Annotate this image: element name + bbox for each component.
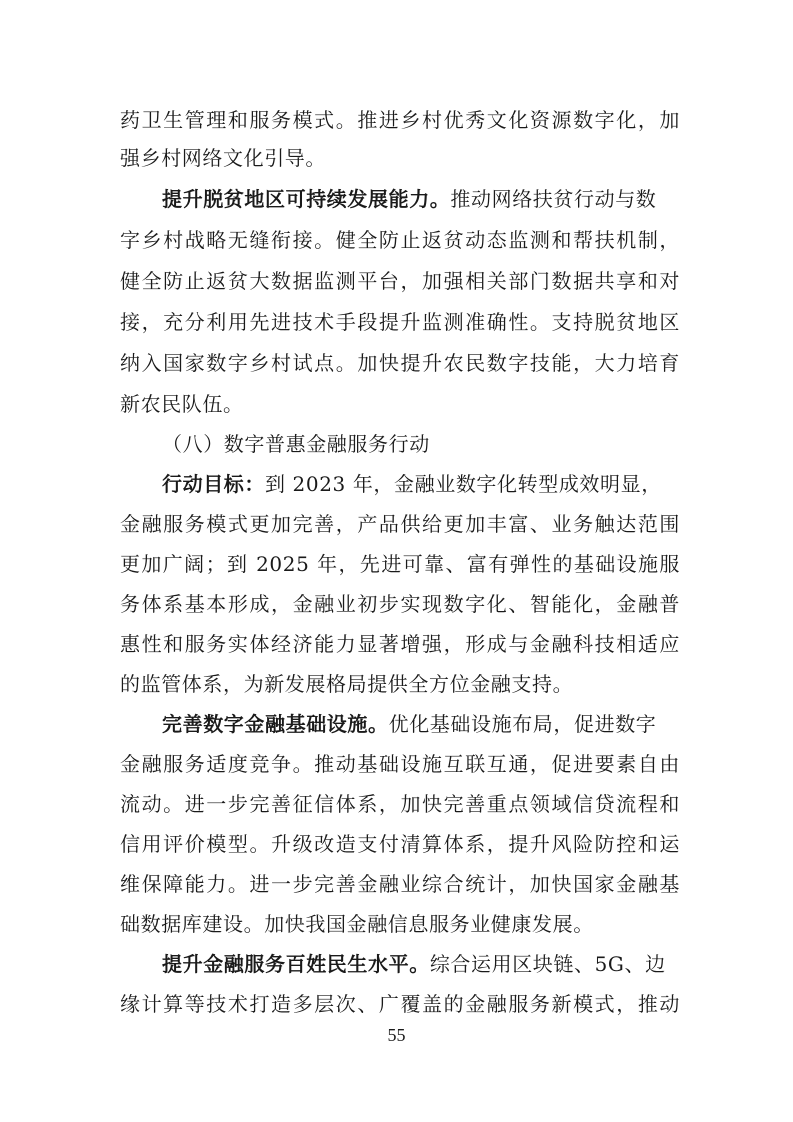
paragraph-heading: 完善数字金融基础设施。	[162, 712, 389, 736]
body-text-line: 础数据库建设。加快我国金融信息服务业健康发展。	[120, 912, 594, 936]
paragraph-heading: 行动目标：	[162, 472, 265, 496]
body-text-line: 流动。进一步完善征信体系，加快完善重点领域信贷流程和	[120, 792, 680, 816]
body-text: 到 2023 年，金融业数字化转型成效明显，	[265, 472, 662, 496]
paragraph-first-line	[162, 712, 680, 736]
body-text-line: 金融服务模式更加完善，产品供给更加丰富、业务触达范围	[120, 512, 680, 536]
body-text-line: 金融服务适度竞争。推动基础设施互联互通，促进要素自由	[120, 752, 680, 776]
paragraph-first-line	[162, 187, 680, 211]
section-title: （八）数字普惠金融服务行动	[162, 432, 430, 456]
body-text: 综合运用区块链、5G、边	[429, 952, 666, 976]
body-text-line: 更加广阔；到 2025 年，先进可靠、富有弹性的基础设施服	[120, 552, 680, 576]
body-text-line: 字乡村战略无缝衔接。健全防止返贫动态监测和帮扶机制，	[120, 228, 680, 252]
body-text-line: 信用评价模型。升级改造支付清算体系，提升风险防控和运	[120, 832, 680, 856]
body-text-line: 健全防止返贫大数据监测平台，加强相关部门数据共享和对	[120, 269, 680, 293]
paragraph-heading: 提升金融服务百姓民生水平。	[162, 952, 430, 976]
paragraph-first-line	[162, 952, 680, 976]
body-text-line: 维保障能力。进一步完善金融业综合统计，加快国家金融基	[120, 872, 680, 896]
body-text-line: 务体系基本形成，金融业初步实现数字化、智能化，金融普	[120, 592, 680, 616]
page-number: 55	[387, 1025, 406, 1045]
body-text-line: 纳入国家数字乡村试点。加快提升农民数字技能，大力培育	[120, 351, 680, 375]
body-text: 优化基础设施布局，促进数字	[388, 712, 657, 736]
body-text-line: 新农民队伍。	[120, 392, 244, 416]
body-text-line: 的监管体系，为新发展格局提供全方位金融支持。	[120, 672, 574, 696]
body-text-line: 缘计算等技术打造多层次、广覆盖的金融服务新模式，推动	[120, 992, 680, 1016]
body-text: 推动网络扶贫行动与数	[450, 187, 657, 211]
paragraph-heading: 提升脱贫地区可持续发展能力。	[162, 187, 451, 211]
body-text-line: 惠性和服务实体经济能力显著增强，形成与金融科技相适应	[120, 632, 680, 656]
body-text-line: 药卫生管理和服务模式。推进乡村优秀文化资源数字化，加	[120, 108, 680, 132]
body-text-line: 强乡村网络文化引导。	[120, 146, 326, 170]
paragraph-first-line	[162, 472, 680, 496]
body-text-line: 接，充分利用先进技术手段提升监测准确性。支持脱贫地区	[120, 310, 680, 334]
